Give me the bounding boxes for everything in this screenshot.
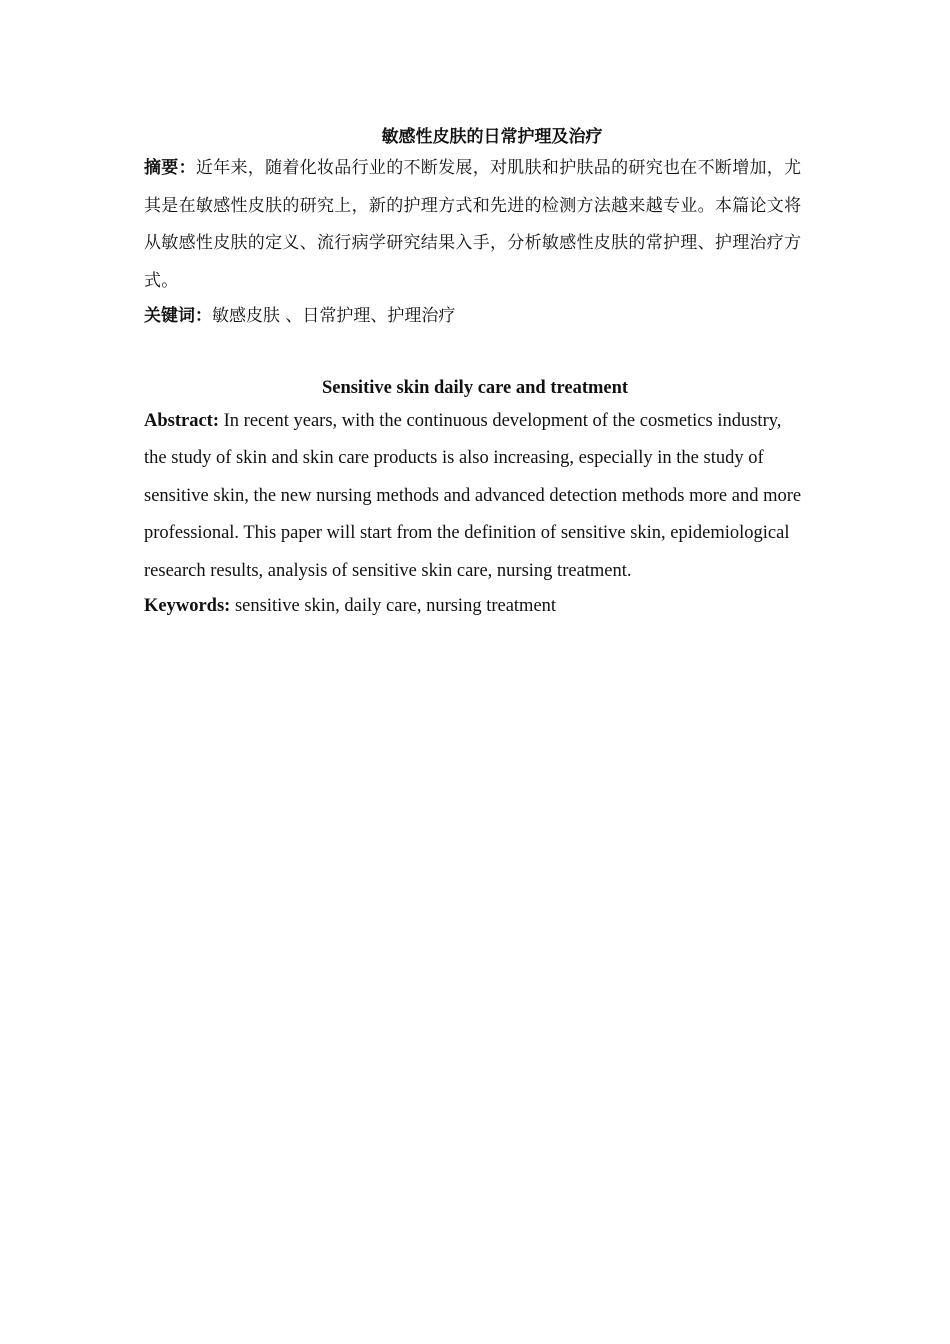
chinese-keywords-label: 关键词： [144,306,212,326]
english-title: Sensitive skin daily care and treatment [321,378,629,398]
english-abstract-label: Abstract: [144,411,220,431]
chinese-abstract [144,150,806,300]
chinese-abstract-label: 摘要： [144,158,196,178]
chinese-title: 敏感性皮肤的日常护理及治疗 [381,127,603,147]
chinese-abstract-text: 近年来，随着化妆品行业的不断发展，对肌肤和护肤品的研究也在不断增加，尤其是在敏感性皮肤的研究上，新的护理方式和先进的检测方法越来越专业。本篇论文将从敏感性皮肤的定义、流行病学研究结果入手，分析敏感性皮肤的常护理、护理治疗方式。 [144,158,802,291]
english-abstract-text: In recent years, with the continuous development of the cosmetics industry, the study of skin and skin care products is also increasing, especially in the study of sensitive skin, the new nursing methods and advanced detection methods more and more professional. This paper will start from the definition of sensitive skin, epidemiological research results, analysis of sensitive skin care, nursing treatment. [144,411,802,581]
chinese-keywords-text: 敏感皮肤 、日常护理、护理治疗 [212,306,456,326]
english-keywords [144,588,806,624]
english-keywords-text: sensitive skin, daily care, nursing treatment [230,596,557,617]
english-keywords-label: Keywords: [144,596,231,617]
document-content [144,122,806,624]
english-abstract [144,403,806,590]
chinese-keywords [144,298,806,335]
